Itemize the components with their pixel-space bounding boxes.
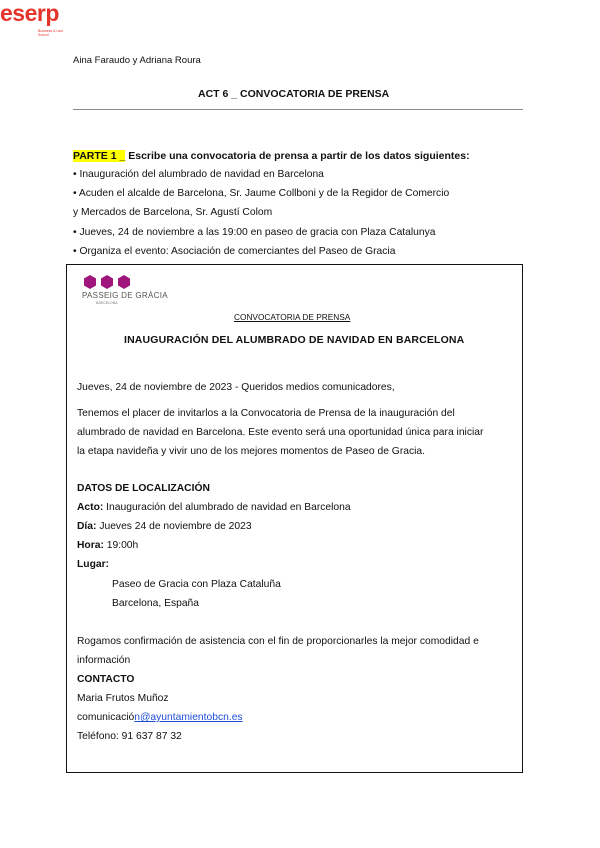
author-names: Aina Faraudo y Adriana Roura <box>73 55 201 66</box>
bullet-item: • Jueves, 24 de noviembre a las 19:00 en paseo de gracia con Plaza Catalunya <box>73 227 436 238</box>
lugar-line: Barcelona, España <box>112 598 200 609</box>
lugar-line: Paseo de Gracia con Plaza Cataluña <box>112 579 281 590</box>
contact-name: Maria Frutos Muñoz <box>77 693 169 704</box>
paseo-de-gracia-logo-icon <box>83 275 133 289</box>
closing-line: información <box>77 655 131 666</box>
instruction-heading <box>73 150 470 162</box>
body-line: alumbrado de navidad en Barcelona. Este evento será una oportunidad única para iniciar <box>77 427 484 438</box>
closing-line: Rogamos confirmación de asistencia con el fin de proporcionarles la mejor comodidad e <box>77 636 479 647</box>
location-heading: DATOS DE LOCALIZACIÓN <box>77 483 210 494</box>
document-title: ACT 6 _ CONVOCATORIA DE PRENSA <box>198 88 390 100</box>
lugar-label: Lugar: <box>77 559 110 570</box>
brand-name: PASSEIG DE GRÀCIA <box>82 291 168 300</box>
email-link[interactable]: n@ayuntamientobcn.es <box>134 712 243 723</box>
press-release-box <box>66 264 523 773</box>
bullet-item: • Organiza el evento: Asociación de comerciantes del Paseo de Gracia <box>73 246 396 257</box>
body-line: la etapa navideña y vivir uno de los mejores momentos de Paseo de Gracia. <box>77 446 425 457</box>
logo-subtext: Business & Law School <box>38 29 63 37</box>
hora-label: Hora: <box>77 540 104 551</box>
acto-row <box>77 502 351 513</box>
header-divider <box>73 109 523 110</box>
press-kicker: CONVOCATORIA DE PRENSA <box>234 312 351 322</box>
hora-value: 19:00h <box>103 540 139 551</box>
part-label: PARTE 1 _ <box>73 150 126 162</box>
instruction-text: Escribe una convocatoria de prensa a partir de los datos siguientes: <box>125 150 470 162</box>
acto-value: Inauguración del alumbrado de navidad en Barcelona <box>103 502 351 513</box>
hora-row <box>77 540 138 551</box>
bullet-item: • Inauguración del alumbrado de navidad en Barcelona <box>73 169 324 180</box>
dia-row <box>77 521 252 532</box>
brand-subname: BARCELONA <box>96 301 118 305</box>
body-line: Tenemos el placer de invitarlos a la Convocatoria de Prensa de la inauguración del <box>77 408 455 419</box>
acto-label: Acto: <box>77 502 104 513</box>
contact-phone: Teléfono: 91 637 87 32 <box>77 731 182 742</box>
dia-value: Jueves 24 de noviembre de 2023 <box>96 521 252 532</box>
email-prefix: comunicació <box>77 712 135 723</box>
bullet-item: y Mercados de Barcelona, Sr. Agustí Colom <box>73 207 273 218</box>
contact-email <box>77 712 243 723</box>
contact-heading: CONTACTO <box>77 674 135 685</box>
logo-wordmark: eserp <box>0 0 59 26</box>
greeting: Jueves, 24 de noviembre de 2023 - Queridos medios comunicadores, <box>77 382 395 393</box>
bullet-item: • Acuden el alcalde de Barcelona, Sr. Jaume Collboni y de la Regidor de Comercio <box>73 188 450 199</box>
dia-label: Día: <box>77 521 97 532</box>
eserp-logo <box>0 0 72 44</box>
press-title: INAUGURACIÓN DEL ALUMBRADO DE NAVIDAD EN BARCELONA <box>124 334 465 346</box>
